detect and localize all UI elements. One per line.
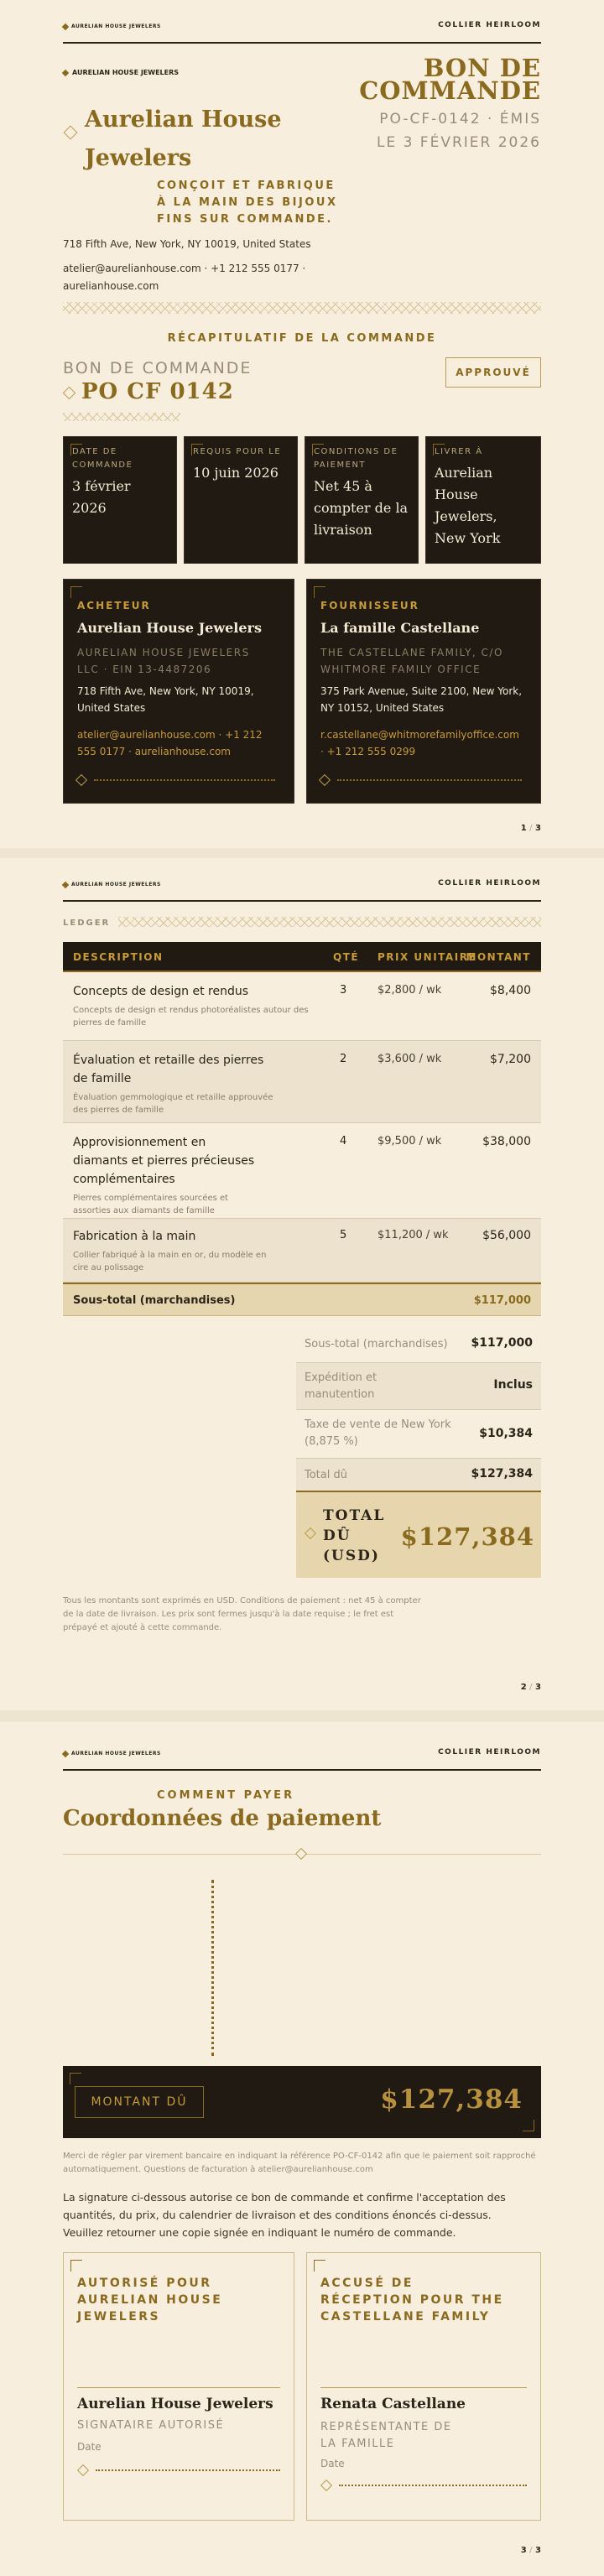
totals-label: Taxe de vente de New York (8,875 %): [305, 1418, 451, 1448]
grand-total-label-line: (USD): [323, 1548, 380, 1564]
item-unit-price: $9,500 / wk: [378, 1135, 442, 1147]
buyer-contact: [77, 726, 280, 760]
item-title: Évaluation et retaille des pierres de famille: [73, 1054, 264, 1085]
page-number: 3 / 3: [520, 2546, 541, 2555]
buyer-diamond-icon: [76, 774, 87, 786]
footnote-line: prépayé et ajouté à cette commande.: [63, 1623, 222, 1632]
table-row: [63, 1219, 541, 1283]
header-logo-text: AURELIAN HOUSE JEWELERS: [71, 1751, 161, 1756]
page-header: [63, 1722, 541, 1771]
brand-tag: [63, 69, 179, 76]
card-label: LIVRER À: [435, 447, 483, 456]
item-title: Concepts de design et rendus: [73, 985, 249, 998]
status-badge: APPROUVÉ: [445, 357, 541, 388]
item-qty: 4: [340, 1135, 347, 1147]
authorization-statement: [63, 2188, 506, 2241]
page-number-current: 2: [520, 1683, 527, 1692]
header-right-label: COLLIER HEIRLOOM: [438, 879, 541, 887]
page-3: [0, 1722, 604, 2576]
grand-total-label-line: DÛ: [323, 1527, 351, 1544]
brand-name-line2: Jewelers: [85, 145, 192, 171]
buyer-legal: [77, 644, 280, 678]
item-description: [73, 982, 325, 1029]
item-description: [73, 1051, 274, 1116]
page-1: [0, 0, 604, 848]
supplier-contact-line[interactable]: · +1 212 555 0299: [320, 746, 416, 757]
card-label: REQUIS POUR LE: [193, 447, 282, 456]
amount-due-label: MONTANT DÛ: [75, 2086, 204, 2118]
payment-rule-diamond-icon: [295, 1848, 307, 1860]
ledger-label: LEDGER: [63, 919, 111, 928]
totals-label: Total dû: [305, 1469, 347, 1481]
item-amount: $7,200: [490, 1053, 531, 1066]
card-value: 3 février 2026: [72, 478, 131, 516]
sig-role-line: LA FAMILLE: [320, 2438, 395, 2450]
page-number-total: 3: [535, 2546, 541, 2555]
buyer-role: ACHETEUR: [77, 600, 151, 611]
footnote-line: de la date de livraison. Les prix sont fermes jusqu'à la date requise ; le fret est: [63, 1610, 394, 1619]
table-row: [63, 1041, 541, 1123]
signature-line[interactable]: [320, 2387, 527, 2388]
supplier-name: La famille Castellane: [320, 620, 480, 636]
item-title: Approvisionnement en diamants et pierres précieuses complémentaires: [73, 1136, 255, 1186]
table-row: [63, 972, 541, 1041]
header-logo-text: AURELIAN HOUSE JEWELERS: [71, 23, 161, 29]
signature-block-supplier: [306, 2252, 541, 2521]
doc-title-line2: COMMANDE: [359, 76, 541, 105]
item-subtitle: Collier fabriqué à la main en or, du modèle en cire au polissage: [73, 1251, 267, 1272]
sig-role: [320, 2419, 452, 2453]
header-logo-text: AURELIAN HOUSE JEWELERS: [71, 882, 161, 887]
header-logo: [63, 23, 161, 29]
subtotal-value: $117,000: [473, 1294, 531, 1307]
col-amount: MONTANT: [466, 951, 531, 963]
card-value: Aurelian House Jewelers, New York: [435, 465, 501, 546]
supplier-role: FOURNISSEUR: [320, 600, 419, 611]
summary-title: RÉCAPITULATIF DE LA COMMANDE: [167, 332, 437, 345]
item-unit-price: $2,800 / wk: [378, 984, 442, 997]
supplier-contact-line[interactable]: r.castellane@whitmorefamilyoffice.com: [320, 729, 519, 741]
card-value: 10 juin 2026: [193, 465, 279, 481]
supplier-legal: [320, 644, 527, 678]
supplier-legal-line: WHITMORE FAMILY OFFICE: [320, 664, 482, 675]
page-number-total: 3: [535, 1683, 541, 1692]
subtotal-label: Sous-total (marchandises): [73, 1294, 236, 1307]
totals-label: Sous-total (marchandises): [305, 1338, 448, 1350]
sig-name: Renata Castellane: [320, 2396, 466, 2412]
page-header: [63, 0, 541, 44]
logo-mark-icon: [62, 1750, 69, 1756]
payment-dotted-divider: [211, 1880, 214, 2056]
tagline: [157, 178, 337, 228]
amount-due-value: $127,384: [380, 2084, 523, 2115]
remit-line: Merci de régler par virement bancaire en indiquant la référence PO-CF-0142 afin que le paiement soit rapproché: [63, 2152, 536, 2161]
supplier-address: [320, 683, 527, 716]
signature-line[interactable]: [77, 2387, 280, 2388]
subtotal-row: [63, 1283, 541, 1316]
buyer-legal-line: LLC · EIN 13-4487206: [77, 664, 212, 675]
brand-name: [85, 101, 282, 178]
buyer-address-line: 718 Fifth Ave, New York, NY 10019,: [77, 685, 254, 697]
grand-total-value: $127,384: [400, 1522, 534, 1551]
buyer-legal-line: AURELIAN HOUSE JEWELERS: [77, 647, 250, 658]
buyer-contact-line[interactable]: 555 0177 · aurelianhouse.com: [77, 746, 231, 757]
sig-heading-line: RÉCEPTION POUR THE: [320, 2293, 504, 2307]
grand-total-diamond-icon: [305, 1527, 316, 1539]
item-amount: $8,400: [490, 984, 531, 997]
card-label: DATE DE COMMANDE: [72, 447, 133, 470]
card-label: CONDITIONS DE PAIEMENT: [314, 447, 398, 470]
item-qty: 2: [340, 1053, 347, 1065]
supplier-legal-line: THE CASTELLANE FAMILY, C/O: [320, 647, 503, 658]
info-card-payment-terms: [305, 436, 419, 564]
logo-mark-icon: [62, 23, 69, 29]
info-card-required-date: [184, 436, 298, 564]
supplier-contact: [320, 726, 527, 760]
grand-total-label-line: TOTAL: [323, 1507, 386, 1524]
brand-name-line1: Aurelian House: [85, 107, 282, 133]
page-number-current: 3: [520, 2546, 527, 2555]
item-amount: $38,000: [482, 1135, 531, 1148]
sig-heading-line: CASTELLANE FAMILY: [320, 2310, 491, 2324]
buyer-address-line: United States: [77, 702, 146, 714]
brand-tag-text: AURELIAN HOUSE JEWELERS: [72, 69, 180, 76]
item-subtitle: Pierres complémentaires sourcées et assorties aux diamants de famille: [73, 1194, 229, 1215]
brand-contact: [63, 260, 305, 295]
buyer-contact-line[interactable]: atelier@aurelianhouse.com · +1 212: [77, 729, 263, 741]
item-qty: 3: [340, 984, 347, 997]
header-logo: [63, 882, 161, 887]
col-qty: QTÉ: [333, 951, 360, 963]
header-right-label: COLLIER HEIRLOOM: [438, 21, 541, 29]
sig-date-label: Date: [77, 2441, 102, 2453]
col-unit-price: PRIX UNITAIRE: [378, 951, 477, 963]
info-card-order-date: [63, 436, 177, 564]
buyer-card: [63, 579, 294, 804]
buyer-address: [77, 683, 280, 716]
sig-heading: [320, 2275, 504, 2325]
footnote: [63, 1595, 421, 1635]
footnote-line: Tous les montants sont exprimés en USD. Conditions de paiement : net 45 à compter: [63, 1596, 421, 1605]
sig-heading-line: JEWELERS: [77, 2310, 161, 2324]
ledger-hatch: [118, 917, 541, 927]
supplier-diamond-icon: [319, 774, 331, 786]
amount-due-bar: [63, 2066, 541, 2138]
sig-role-line: REPRÉSENTANTE DE: [320, 2421, 452, 2433]
page-number: 1 / 3: [520, 824, 541, 833]
supplier-address-line: NY 10152, United States: [320, 702, 445, 714]
statement-line: La signature ci-dessous autorise ce bon de commande et confirme l'acceptation des: [63, 2191, 506, 2204]
item-description: [73, 1227, 274, 1274]
tagline-line: À LA MAIN DES BIJOUX: [157, 196, 338, 209]
sig-role: SIGNATAIRE AUTORISÉ: [77, 2419, 225, 2432]
sig-heading-line: ACCUSÉ DE: [320, 2277, 414, 2290]
po-label: BON DE COMMANDE: [63, 359, 253, 377]
doc-title: [359, 54, 541, 105]
col-description: DESCRIPTION: [73, 951, 164, 963]
totals-row: [296, 1363, 541, 1410]
totals-row: [296, 1326, 541, 1363]
remit-line: automatiquement. Questions de facturation à atelier@aurelianhouse.com: [63, 2165, 373, 2174]
sig-diamond-icon: [320, 2480, 332, 2491]
totals-label: Expédition et manutention: [305, 1371, 378, 1401]
tagline-line: FINS SUR COMMANDE.: [157, 213, 333, 226]
item-unit-price: $3,600 / wk: [378, 1053, 442, 1065]
item-unit-price: $11,200 / wk: [378, 1229, 449, 1241]
sig-date-label: Date: [320, 2458, 345, 2469]
buyer-name: Aurelian House Jewelers: [77, 620, 262, 636]
item-amount: $56,000: [482, 1229, 531, 1242]
tagline-line: CONÇOIT ET FABRIQUE: [157, 180, 336, 192]
page-number-current: 1: [520, 824, 527, 833]
po-hatch: [63, 413, 180, 421]
contact-line[interactable]: aurelianhouse.com: [63, 280, 159, 292]
totals-value: Inclus: [493, 1378, 533, 1392]
payment-title: Coordonnées de paiement: [63, 1806, 382, 1831]
page-header: [63, 858, 541, 902]
contact-line: atelier@aurelianhouse.com · +1 212 555 0177 ·: [63, 263, 306, 274]
totals-row: [296, 1410, 541, 1459]
header-right-label: COLLIER HEIRLOOM: [438, 1748, 541, 1756]
supplier-card: [306, 579, 541, 804]
buyer-dotline: [94, 779, 275, 781]
signature-block-buyer: [63, 2252, 294, 2521]
header-logo: [63, 1751, 161, 1756]
po-line: PO-CF-0142 · ÉMIS: [379, 111, 541, 127]
grand-total-label: [323, 1506, 385, 1566]
brand-diamond-icon: [64, 126, 78, 140]
card-value: Net 45 à compter de la livraison: [314, 478, 409, 538]
item-description: [73, 1133, 258, 1217]
totals-value: $10,384: [479, 1427, 533, 1440]
statement-line: quantités, du prix, du calendrier de livraison et des conditions énoncés ci-dessus.: [63, 2209, 492, 2221]
supplier-address-line: 375 Park Avenue, Suite 2100, New York,: [320, 685, 523, 697]
sig-heading-line: AUTORISÉ POUR: [77, 2277, 212, 2290]
grand-total-box: [296, 1492, 541, 1578]
logo-mark-icon: [62, 881, 69, 887]
item-subtitle: Concepts de design et rendus photoréalistes autour des pierres de famille: [73, 1006, 309, 1028]
table-header: [63, 942, 541, 972]
remittance-note: [63, 2150, 536, 2177]
totals-row: [296, 1459, 541, 1492]
sig-date-field[interactable]: [339, 2485, 527, 2486]
statement-line: Veuillez retourner une copie signée en indiquant le numéro de commande.: [63, 2226, 456, 2239]
sig-heading-line: AURELIAN HOUSE: [77, 2293, 223, 2307]
sig-heading: [77, 2275, 222, 2325]
doc-title-line1: BON DE: [423, 54, 541, 82]
po-number: PO CF 0142: [81, 379, 234, 404]
page-2: [0, 858, 604, 1710]
brand-address: 718 Fifth Ave, New York, NY 10019, United States: [63, 238, 311, 250]
totals-value: $117,000: [471, 1336, 533, 1350]
item-title: Fabrication à la main: [73, 1230, 196, 1243]
supplier-dotline: [337, 779, 522, 781]
po-issue: [377, 107, 541, 154]
totals-value: $127,384: [471, 1467, 533, 1481]
table-row: [63, 1123, 541, 1219]
sig-name: Aurelian House Jewelers: [77, 2396, 273, 2412]
page-number-total: 3: [535, 824, 541, 833]
sig-diamond-icon: [77, 2464, 89, 2476]
issue-date: LE 3 FÉVRIER 2026: [376, 134, 541, 151]
brand-mark-icon: [62, 69, 69, 75]
po-diamond-icon: [63, 387, 76, 400]
info-card-ship-to: [425, 436, 541, 564]
item-qty: 5: [340, 1229, 347, 1241]
ornament-divider: [63, 302, 541, 314]
page-number: 2 / 3: [520, 1683, 541, 1692]
item-subtitle: Évaluation gemmologique et retaille approuvée des pierres de famille: [73, 1093, 273, 1115]
sig-date-field[interactable]: [96, 2469, 280, 2471]
payment-eyebrow: COMMENT PAYER: [157, 1789, 295, 1802]
